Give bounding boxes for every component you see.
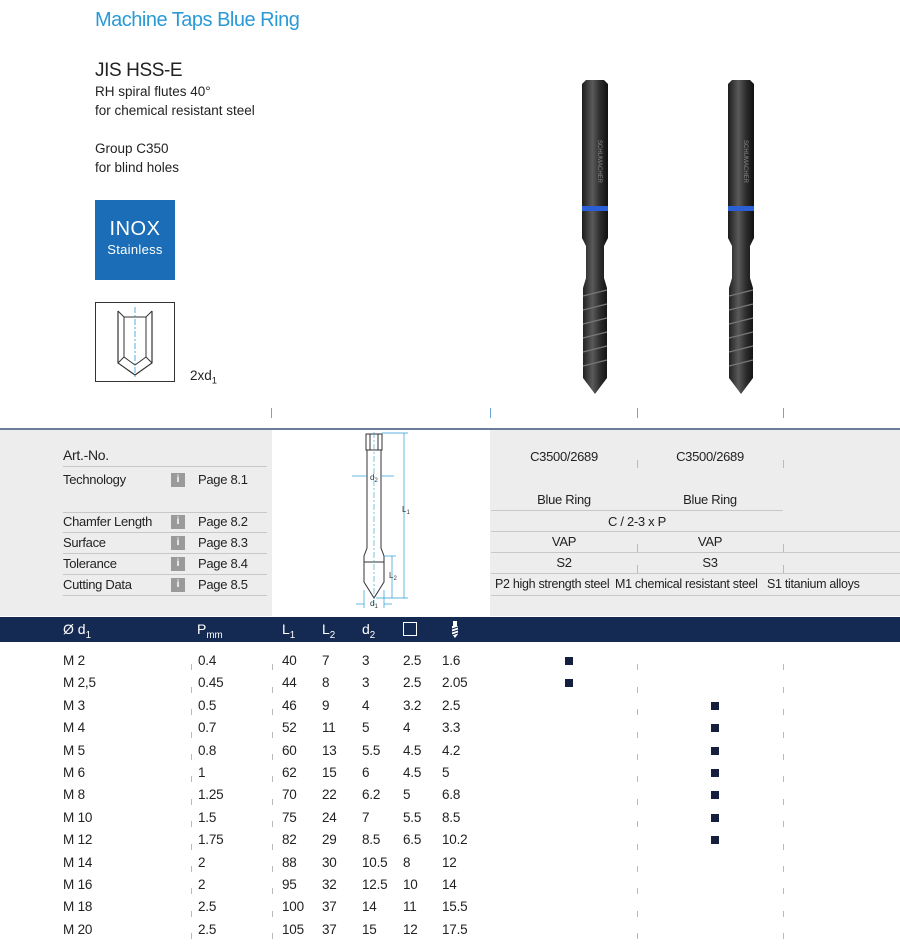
cell-d2: 12.5 [362,877,388,892]
surface-value: VAP [697,534,723,549]
tap-description [95,82,255,120]
cell-sq: 8 [403,854,411,870]
row-divider [491,595,900,596]
cell-size: M 4 [63,720,85,736]
column-tick [783,565,784,573]
table-row[interactable] [0,762,900,784]
cell-separator [191,799,192,805]
cell-p: 1.75 [198,832,224,848]
cell-separator [272,888,273,894]
cell-p: 0.5 [198,697,217,713]
param-row-technology [63,470,267,513]
cell-drill: 6.8 [442,787,461,803]
header-total-length: $L_1$ [282,621,296,641]
column-tick [637,544,638,552]
table-row[interactable] [0,672,900,694]
cell-drill: 15.5 [442,899,468,915]
cell-separator [637,933,638,939]
cell-d2: 7 [362,809,370,825]
cell-l1: 70 [282,787,297,803]
cell-drill: 2.05 [442,675,468,691]
cell-l1: 88 [282,854,297,870]
cell-l1: 62 [282,765,297,780]
cell-p: 0.7 [198,720,217,736]
param-row-surface [63,533,267,554]
cell-separator [191,821,192,827]
cell-d2: 8.5 [362,832,381,848]
cell-separator [191,709,192,715]
cell-separator [783,888,784,894]
cell-separator [191,664,192,670]
cell-separator [637,799,638,805]
cell-d2: 3 [362,675,370,691]
cell-d2: 15 [362,921,377,937]
info-icon[interactable]: i [171,515,185,529]
cell-separator [272,664,273,670]
availability-mark [711,702,719,710]
cell-size: M 3 [63,697,85,713]
column-tick [783,408,784,418]
cell-separator [191,754,192,760]
badge-title: INOX [109,218,161,240]
param-label: Surface [63,535,106,550]
table-row[interactable] [0,717,900,739]
table-row[interactable] [0,650,900,672]
art-no-label: Art.-No. [63,447,109,463]
cell-separator [637,911,638,917]
availability-mark [711,747,719,755]
table-row[interactable] [0,784,900,806]
tap-image-1 [560,78,630,398]
cell-l2: 32 [322,877,337,892]
row-divider [491,510,783,511]
cell-separator [272,821,273,827]
param-label: Cutting Data [63,577,132,592]
cell-drill: 12 [442,854,457,870]
material-group: S1 titanium alloys [767,577,860,591]
cell-separator [783,821,784,827]
tap-image-2 [706,78,776,398]
cell-separator [783,866,784,872]
row-divider [491,573,900,574]
column-tick [637,565,638,573]
table-row[interactable] [0,740,900,762]
cell-separator [783,799,784,805]
cell-sq: 12 [403,921,418,937]
availability-mark [711,791,719,799]
param-row-tolerance [63,554,267,575]
badge-subtitle: Stainless [107,242,163,257]
cell-l1: 75 [282,809,297,825]
column-tick [637,408,638,418]
cell-drill: 5 [442,765,450,780]
page-title: Machine Taps Blue Ring [95,9,300,31]
param-label: Technology [63,472,126,487]
cell-size: M 12 [63,832,93,848]
cell-separator [637,732,638,738]
cell-drill: 8.5 [442,809,461,825]
cell-l2: 22 [322,787,337,803]
cell-drill: 4.2 [442,742,461,758]
availability-mark [711,814,719,822]
drawing-label-d1: $d_1$ [370,599,378,610]
cell-separator [191,933,192,939]
cell-size: M 16 [63,877,93,892]
group-description [95,139,179,177]
cell-sq: 4.5 [403,742,422,758]
param-label: Tolerance [63,556,117,571]
column-tick [783,544,784,552]
cell-separator [783,687,784,693]
depth-sub: 1 [211,375,218,387]
cell-separator [637,709,638,715]
cell-p: 2 [198,854,206,870]
cell-separator [637,866,638,872]
cell-separator [191,866,192,872]
cell-l1: 46 [282,697,297,713]
availability-mark [565,657,573,665]
material-group: P2 high strength steel [495,577,610,591]
page-reference[interactable]: Page 8.5 [198,577,248,592]
table-row[interactable] [0,896,900,918]
cell-d2: 6.2 [362,787,381,803]
brand-label: SCHUMACHER [742,140,748,184]
cell-size: M 5 [63,742,85,758]
cell-separator [637,687,638,693]
param-label: Chamfer Length [63,514,153,529]
param-row-cutting-data [63,575,267,596]
blue-ring [582,206,608,211]
cell-separator [783,732,784,738]
cell-l1: 44 [282,675,297,691]
cell-separator [637,888,638,894]
description-line: for chemical resistant steel [95,103,255,118]
availability-mark [565,679,573,687]
info-icon[interactable]: i [171,536,185,550]
cell-separator [272,754,273,760]
cell-d2: 5 [362,720,370,736]
cell-l1: 105 [282,921,304,937]
square-icon [403,622,417,636]
table-row[interactable] [0,919,900,941]
page-reference[interactable]: Page 8.2 [198,514,248,529]
article-number[interactable]: C3500/2689 [530,449,598,464]
cell-sq: 10 [403,877,418,892]
cell-l1: 52 [282,720,297,736]
drawing-label-d2: $d_2$ [370,473,378,484]
cell-drill: 14 [442,877,457,892]
cell-l2: 8 [322,675,330,691]
cell-d2: 10.5 [362,854,388,870]
cell-size: M 2 [63,653,85,668]
cell-l2: 30 [322,854,337,870]
page-reference[interactable]: Page 8.4 [198,556,248,571]
brand-label: SCHUMACHER [596,140,602,184]
row-divider [491,531,900,532]
article-number[interactable]: C3500/2689 [676,449,744,464]
table-header [0,617,900,642]
cell-sq: 5 [403,787,411,803]
cell-separator [191,911,192,917]
cell-separator [191,888,192,894]
availability-mark [711,769,719,777]
cell-l2: 11 [322,720,336,736]
cell-l1: 82 [282,832,297,848]
blind-hole-icon [95,302,175,382]
depth-label [190,368,217,387]
tolerance-value: S3 [702,555,718,570]
technology-value: Blue Ring [683,492,737,507]
inox-badge [95,200,175,280]
cell-l2: 15 [322,765,337,780]
tap-standard: JIS HSS-E [95,60,183,81]
cell-p: 2.5 [198,899,217,915]
surface-value: VAP [551,534,577,549]
cell-p: 1.5 [198,809,217,825]
cell-drill: 2.5 [442,697,461,713]
column-tick [271,408,272,418]
cell-separator [783,844,784,850]
availability-mark [711,836,719,844]
header-thread-length: $L_2$ [322,621,336,641]
depth-value: 2xd [190,368,212,383]
cell-separator [783,664,784,670]
cell-separator [191,776,192,782]
cell-sq: 5.5 [403,809,422,825]
cell-sq: 3.2 [403,697,422,713]
cell-separator [783,933,784,939]
cell-drill: 17.5 [442,921,468,937]
cell-separator [272,732,273,738]
description-line: RH spiral flutes 40° [95,84,211,99]
cell-l2: 37 [322,921,337,937]
cell-l2: 13 [322,742,337,758]
cell-d2: 6 [362,765,370,780]
table-row[interactable] [0,852,900,874]
cell-l2: 7 [322,653,330,668]
cell-l2: 37 [322,899,337,915]
material-group: M1 chemical resistant steel [615,577,758,591]
cell-separator [272,709,273,715]
table-row[interactable] [0,695,900,717]
cell-p: 0.45 [198,675,224,691]
cell-separator [191,844,192,850]
chamfer-value: C / 2-3 x P [607,514,667,529]
technology-value: Blue Ring [537,492,591,507]
cell-sq: 11 [403,899,417,915]
cell-separator [783,911,784,917]
cell-l2: 9 [322,697,330,713]
info-icon[interactable]: i [171,473,185,487]
drill-icon [450,621,460,638]
cell-separator [272,799,273,805]
cell-separator [272,687,273,693]
cell-separator [637,754,638,760]
cell-separator [783,776,784,782]
blue-ring [728,206,754,211]
cell-sq: 4 [403,720,411,736]
cell-size: M 6 [63,765,85,780]
cell-separator [272,844,273,850]
header-pitch: $P_{mm}$ [197,621,223,641]
cell-p: 0.8 [198,742,217,758]
cell-d2: 14 [362,899,377,915]
row-divider [491,552,900,553]
cell-sq: 6.5 [403,832,422,848]
cell-size: M 14 [63,854,93,870]
cell-p: 2 [198,877,206,892]
cell-sq: 2.5 [403,653,422,668]
table-row[interactable] [0,829,900,851]
cell-separator [272,866,273,872]
header-nominal-diameter: Ø $d_1$ [63,621,92,641]
cell-drill: 3.3 [442,720,461,736]
cell-p: 0.4 [198,653,217,668]
cell-separator [272,933,273,939]
cell-d2: 4 [362,697,370,713]
availability-mark [711,724,719,732]
param-row-chamfer [63,512,267,533]
cell-separator [272,776,273,782]
cell-separator [272,911,273,917]
column-tick [637,460,638,468]
art-no-header [63,447,267,467]
cell-l2: 24 [322,809,337,825]
info-icon[interactable]: i [171,557,185,571]
tap-dimension-drawing [272,430,490,616]
cell-l1: 100 [282,899,304,915]
cell-l1: 60 [282,742,297,758]
cell-separator [191,732,192,738]
page-reference[interactable]: Page 8.3 [198,535,248,550]
column-tick [783,460,784,468]
drawing-label-l1: $L_1$ [402,505,410,516]
cell-size: M 2,5 [63,675,96,691]
info-icon[interactable]: i [171,578,185,592]
tolerance-value: S2 [556,555,572,570]
drawing-label-l2: $L_2$ [389,571,397,582]
cell-size: M 8 [63,787,85,803]
cell-l1: 40 [282,653,297,668]
cell-size: M 10 [63,809,93,825]
cell-l2: 29 [322,832,337,848]
cell-size: M 18 [63,899,93,915]
article-columns [491,430,900,616]
cell-drill: 1.6 [442,653,461,668]
cell-l1: 95 [282,877,297,892]
cell-d2: 5.5 [362,742,381,758]
art-no-divider [63,466,267,467]
cell-separator [783,754,784,760]
cell-sq: 4.5 [403,765,422,780]
group-line: for blind holes [95,160,180,175]
group-line: Group C350 [95,141,169,156]
cell-separator [191,687,192,693]
cell-sq: 2.5 [403,675,422,691]
header-shank-diameter: $d_2$ [362,621,376,641]
cell-separator [783,709,784,715]
cell-separator [637,844,638,850]
table-row[interactable] [0,807,900,829]
cell-separator [637,776,638,782]
table-row[interactable] [0,874,900,896]
cell-p: 1 [198,765,206,780]
page-reference[interactable]: Page 8.1 [198,472,248,487]
cell-d2: 3 [362,653,370,668]
cell-separator [637,664,638,670]
cell-p: 1.25 [198,787,224,803]
column-tick [490,408,491,418]
cell-drill: 10.2 [442,832,468,848]
cell-p: 2.5 [198,921,217,937]
cell-size: M 20 [63,921,93,937]
cell-separator [637,821,638,827]
